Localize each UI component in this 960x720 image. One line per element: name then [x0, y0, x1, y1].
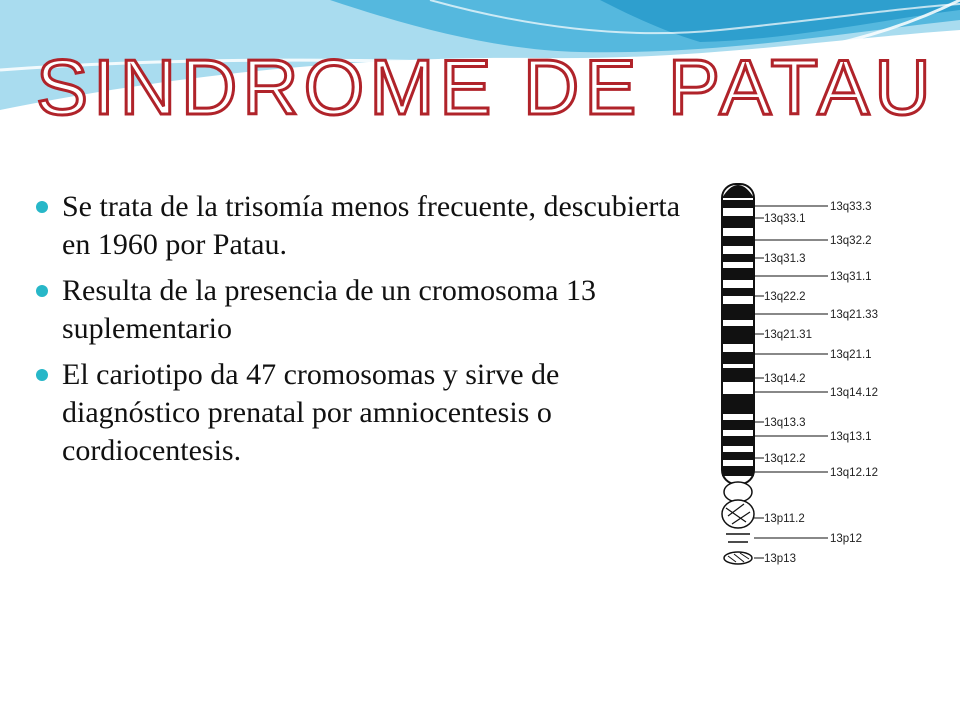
bullet-item — [36, 188, 701, 264]
band-label-left: 13q33.1 — [764, 213, 806, 225]
bullet-item — [36, 272, 701, 348]
chromosome-body — [722, 184, 754, 484]
bullet-dot-icon — [36, 201, 48, 213]
chromosome-13-ideogram — [716, 170, 896, 570]
band-label-right: 13q21.1 — [830, 349, 872, 361]
band-label-left: 13q22.2 — [764, 291, 806, 303]
bullet-dot-icon — [36, 369, 48, 381]
band-label-right: 13q14.12 — [830, 387, 878, 399]
band-label-left: 13p13 — [764, 553, 796, 565]
bullet-dot-icon — [36, 285, 48, 297]
centromere — [722, 482, 754, 564]
band-label-left: 13q31.3 — [764, 253, 806, 265]
band-label-right: 13p12 — [830, 533, 862, 545]
band-label-left: 13q13.3 — [764, 417, 806, 429]
band-label-right: 13q31.1 — [830, 271, 872, 283]
bullet-item — [36, 356, 701, 470]
band-label-right: 13q21.33 — [830, 309, 878, 321]
band-label-right: 13q32.2 — [830, 235, 872, 247]
band-label-left: 13q21.31 — [764, 329, 812, 341]
band-label-right: 13q13.1 — [830, 431, 872, 443]
band-label-left: 13q14.2 — [764, 373, 806, 385]
band-label-right: 13q33.3 — [830, 201, 872, 213]
band-label-left: 13p11.2 — [764, 513, 805, 525]
band-label-left: 13q12.2 — [764, 453, 806, 465]
bullet-text: Se trata de la trisomía menos frecuente, descubierta en 1960 por Patau. — [62, 190, 681, 261]
bullet-text: El cariotipo da 47 cromosomas y sirve de diagnóstico prenatal por amniocentesis o cordiocentesis. — [62, 358, 560, 467]
slide-title: SINDROME DE PATAU — [36, 43, 936, 131]
bullet-list — [36, 188, 701, 478]
bullet-text: Resulta de la presencia de un cromosoma 13 suplementario — [62, 274, 596, 345]
band-label-right: 13q12.12 — [830, 467, 878, 479]
